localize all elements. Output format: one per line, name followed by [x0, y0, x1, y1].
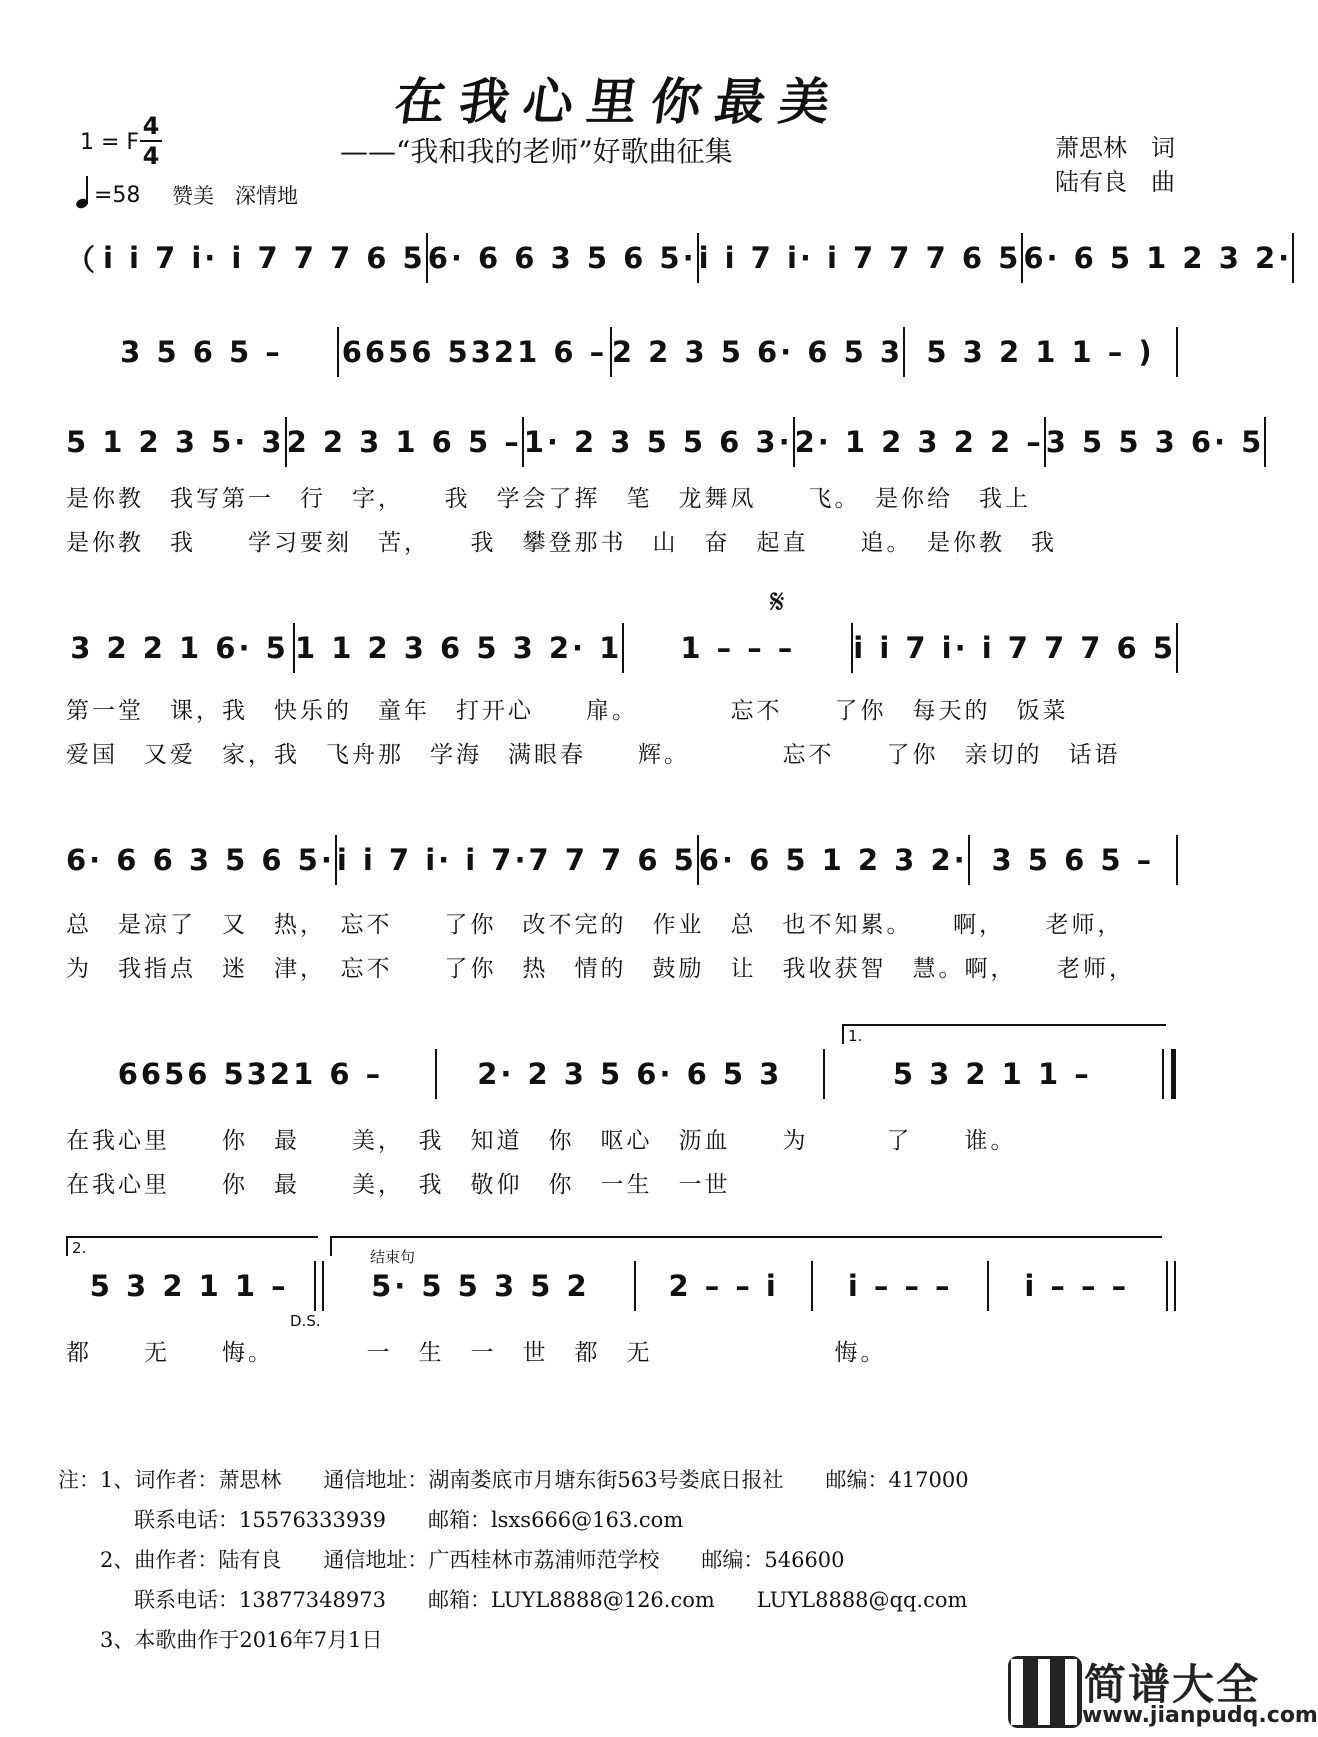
measure: 6· 6 6 3 5 6 5·	[66, 843, 335, 877]
measure: 6· 6 6 3 5 6 5·	[427, 241, 697, 275]
measure: i i 7 i· i 7 7 7 6 5	[103, 241, 426, 275]
tempo-value: =58	[94, 183, 141, 208]
lyrics-line: 为 我指点 迷 津， 忘不 了你 热 情的 鼓励 让 我收获智 慧。啊， 老师，	[66, 956, 1135, 982]
lyrics-line: 是你教 我写第一 行 字， 我 学会了挥 笔 龙舞凤 飞。 是你给 我上	[66, 486, 1031, 512]
measure: 3 5 5 3 6· 5	[1045, 425, 1265, 459]
ds-marking: D.S.	[290, 1312, 321, 1330]
measure: 1 1 2 3 6 5 3 2· 1	[294, 631, 623, 665]
measure: 6· 6 5 1 2 3 2·	[1023, 241, 1293, 275]
measure: 3 2 2 1 6· 5	[70, 631, 289, 665]
song-title: 在我心里你最美	[391, 72, 848, 131]
open-paren: （	[66, 242, 96, 277]
measure: 5 3 2 1 1 –	[892, 1057, 1092, 1091]
measure: 6· 6 5 1 2 3 2·	[698, 843, 968, 877]
lyrics-line: 第一堂 课，我 快乐的 童年 打开心 扉。 忘不 了你 每天的 饭菜	[66, 698, 1069, 724]
ending-label: 结束句	[370, 1248, 416, 1266]
measure: 2 2 3 5 6· 6 5 3	[611, 335, 904, 369]
measure: 6656 5321 6 –	[117, 1057, 384, 1091]
ending-bracket	[330, 1236, 1162, 1256]
watermark-name: 简谱大全	[1084, 1660, 1261, 1709]
score-system-4	[66, 626, 1178, 670]
key-signature: 1 = F	[80, 130, 140, 155]
note-line: 3、本歌曲作于2016年7月1日	[100, 1628, 383, 1652]
measure: i i 7 i· i 7 7 7 6 5	[853, 631, 1177, 665]
measure: i i 7 i· i 7·7 7 7 6 5	[336, 843, 697, 877]
segno-icon: 𝄋	[770, 582, 785, 622]
measure: 2 – – i	[668, 1269, 779, 1303]
score-system-1	[66, 236, 1293, 280]
note-line: 2、曲作者：陆有良 通信地址：广西桂林市荔浦师范学校 邮编：546600	[100, 1548, 845, 1572]
measure: 3 5 6 5 –	[120, 335, 283, 369]
volta-2-label: 2.	[72, 1239, 87, 1257]
watermark-url: www.jianpudq.com	[1082, 1703, 1318, 1728]
volta-1-label: 1.	[848, 1027, 863, 1045]
measure: 2· 2 3 5 6· 6 5 3	[477, 1057, 783, 1091]
expression-marking: 赞美 深情地	[172, 184, 298, 208]
measure: 6656 5321 6 –	[341, 335, 608, 369]
lyricist: 萧思林 词	[1055, 134, 1175, 162]
measure: i – – –	[1024, 1269, 1130, 1303]
measure: i – – –	[847, 1269, 953, 1303]
measure: 5 3 2 1 1 –	[89, 1269, 289, 1303]
note-line: 联系电话：13877348973 邮箱：LUYL8888@126.com LUYL8888@qq.com	[134, 1588, 968, 1612]
quarter-note-icon	[76, 176, 90, 208]
measure: 5· 5 5 3 5 2	[371, 1269, 590, 1303]
composer: 陆有良 曲	[1055, 168, 1175, 196]
piano-keys-logo-icon	[1008, 1656, 1082, 1728]
volta-2-bracket	[66, 1236, 318, 1256]
score-system-6	[66, 1052, 1178, 1096]
measure: 2· 1 2 3 2 2 –	[794, 425, 1044, 459]
measure: 5 1 2 3 5· 3	[66, 425, 285, 459]
measure: 3 5 6 5 –	[991, 843, 1155, 877]
lyrics-line: 爱国 又爱 家，我 飞舟那 学海 满眼春 辉。 忘不 了你 亲切的 话语	[66, 742, 1121, 768]
lyrics-line: 在我心里 你 最 美， 我 敬仰 你 一生 一世	[66, 1172, 731, 1198]
note-line: 注：1、词作者：萧思林 通信地址：湖南娄底市月塘东街563号娄底日报社 邮编：417000	[58, 1468, 969, 1492]
measure: 1 – – –	[680, 631, 796, 665]
measure: 2 2 3 1 6 5 –	[286, 425, 522, 459]
score-system-2	[66, 330, 1178, 374]
tempo-marking	[76, 176, 140, 208]
lyrics-line: 总 是凉了 又 热， 忘不 了你 改不完的 作业 总 也不知累。 啊， 老师，	[66, 912, 1124, 938]
measure: 5 3 2 1 1 – )	[926, 335, 1155, 369]
score-system-3	[66, 420, 1265, 464]
subtitle: ——“我和我的老师”好歌曲征集	[340, 135, 733, 168]
volta-1-bracket	[842, 1024, 1166, 1044]
score-system-7	[66, 1264, 1178, 1308]
lyrics-line: 都 无 悔。 一 生 一 世 都 无 悔。	[66, 1340, 887, 1366]
score-system-5	[66, 838, 1178, 882]
note-line: 联系电话：15576333939 邮箱：lsxs666@163.com	[134, 1508, 684, 1532]
time-sig-bottom: 4	[142, 142, 160, 170]
time-signature	[140, 114, 162, 168]
measure: i i 7 i· i 7 7 7 6 5	[698, 241, 1022, 275]
measure: 1· 2 3 5 5 6 3·	[523, 425, 793, 459]
lyrics-line: 在我心里 你 最 美， 我 知道 你 呕心 沥血 为 了 谁。	[66, 1128, 1017, 1154]
time-sig-top: 4	[142, 112, 160, 140]
lyrics-line: 是你教 我 学习要刻 苦， 我 攀登那书 山 奋 起直 追。 是你教 我	[66, 530, 1057, 556]
